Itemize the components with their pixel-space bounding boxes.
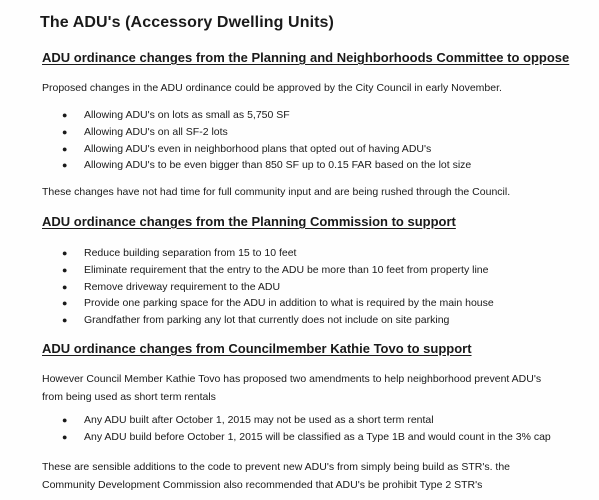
list-item-text: Reduce building separation from 15 to 10 feet [84,247,297,259]
list-item [62,312,494,329]
section-heading-oppose: ADU ordinance changes from the Planning and Neighborhoods Committee to oppose [42,50,570,65]
list-item [62,124,471,141]
list-item-text: Grandfather from parking any lot that currently does not include on site parking [84,314,450,327]
list-item [62,412,551,429]
list-item-text: Allowing ADU's even in neighborhood plans that opted out of having ADU's [84,142,432,155]
list-item [62,107,471,124]
list-item [62,279,494,296]
list-item [62,295,494,312]
list-item [62,429,551,446]
list-item [62,157,471,174]
list-item [62,245,494,262]
bullet-icon: ● [62,315,68,326]
bullet-icon: ● [62,264,68,275]
section-outro-oppose: These changes have not had time for full community input and are being rushed through the Council. [42,186,511,198]
bullet-icon: ● [62,248,68,258]
section-intro-tovo: However Council Member Kathie Tovo has proposed two amendments to help neighborhood prevent ADU's from being used as short term rentals [42,373,542,403]
section-heading-tovo: ADU ordinance changes from Councilmember Kathie Tovo to support [42,341,472,356]
bullet-icon: ● [62,160,68,171]
list-item-text: Allowing ADU's on lots as small as 5,750 SF [84,109,290,121]
list-item-text: Remove driveway requirement to the ADU [84,280,281,293]
list-item-text: Allowing ADU's on all SF-2 lots [84,125,228,138]
list-item-text: Any ADU build before October 1, 2015 will be classified as a Type 1B and would count in the 3% cap [84,430,551,443]
list-item-text: Provide one parking space for the ADU in addition to what is required by the main house [84,297,494,310]
section-outro-tovo: These are sensible additions to the code to prevent new ADU's from simply being build as STR's. the Community Development Commission also recommended that ADU's be prohibit Type 2 STR's [42,461,510,491]
list-item [62,141,471,158]
section-heading-planning-commission: ADU ordinance changes from the Planning Commission to support [42,214,456,229]
list-item [62,262,494,279]
bullet-icon: ● [62,431,68,442]
bullet-list-tovo [62,412,551,446]
list-item-text: Allowing ADU's to be even bigger than 850 SF up to 0.15 FAR based on the lot size [84,159,472,172]
bullet-list-oppose [62,107,471,174]
bullet-icon: ● [62,415,68,425]
bullet-list-planning-commission [62,245,494,329]
list-item-text: Eliminate requirement that the entry to the ADU be more than 10 feet from property line [84,263,489,276]
bullet-icon: ● [62,126,68,137]
bullet-icon: ● [62,143,68,154]
list-item-text: Any ADU built after October 1, 2015 may not be used as a short term rental [84,414,434,426]
section-intro-oppose: Proposed changes in the ADU ordinance could be approved by the City Council in early November. [42,82,502,94]
bullet-icon: ● [62,298,68,309]
bullet-icon: ● [62,110,68,120]
bullet-icon: ● [62,281,68,292]
document-title: The ADU's (Accessory Dwelling Units) [40,14,334,31]
